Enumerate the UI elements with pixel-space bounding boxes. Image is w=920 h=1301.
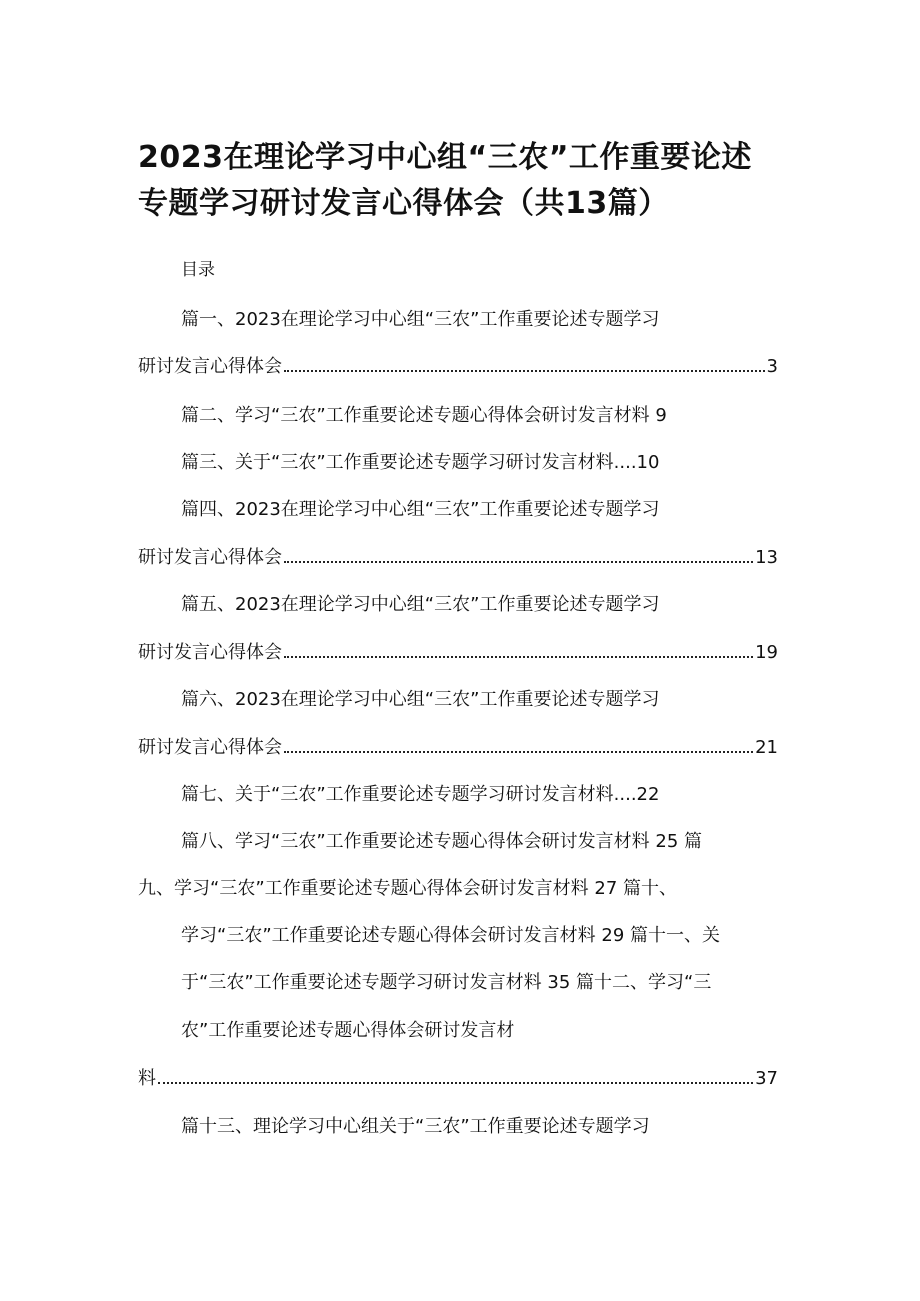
toc-entry-text: 研讨发言心得体会: [138, 642, 282, 663]
toc-page-number: 13: [755, 547, 778, 568]
toc-entry-dotted: [138, 354, 778, 380]
toc-line: 学习“三农”工作重要论述专题心得体会研讨发言材料 29 篇十一、关: [181, 925, 720, 946]
dot-leader: [284, 751, 753, 753]
toc-line: 篇四、2023在理论学习中心组“三农”工作重要论述专题学习: [181, 499, 660, 520]
toc-line: 篇五、2023在理论学习中心组“三农”工作重要论述专题学习: [181, 594, 660, 615]
toc-entry-dotted: [138, 640, 778, 666]
toc-entry-dotted: [138, 545, 778, 571]
toc-entry-text: 研讨发言心得体会: [138, 547, 282, 568]
toc-page-number: 37: [755, 1068, 778, 1089]
dot-leader: [284, 656, 753, 658]
toc-line: 九、学习“三农”工作重要论述专题心得体会研讨发言材料 27 篇十、: [138, 878, 677, 899]
toc-line: 篇二、学习“三农”工作重要论述专题心得体会研讨发言材料 9: [181, 405, 667, 426]
dot-leader: [158, 1082, 753, 1084]
toc-line: 农”工作重要论述专题心得体会研讨发言材: [181, 1020, 515, 1041]
toc-entry-dotted: [138, 1066, 778, 1092]
toc-line: 篇六、2023在理论学习中心组“三农”工作重要论述专题学习: [181, 689, 660, 710]
toc-entry-text: 研讨发言心得体会: [138, 737, 282, 758]
toc-line: 篇一、2023在理论学习中心组“三农”工作重要论述专题学习: [181, 309, 660, 330]
dot-leader: [284, 370, 765, 372]
toc-line: 篇三、关于“三农”工作重要论述专题学习研讨发言材料....10: [181, 452, 660, 473]
toc-line: 篇八、学习“三农”工作重要论述专题心得体会研讨发言材料 25 篇: [181, 831, 702, 852]
toc-page-number: 19: [755, 642, 778, 663]
toc-page-number: 3: [766, 356, 778, 377]
toc-heading: 目录: [181, 260, 215, 280]
toc-entry-text: 料: [138, 1068, 156, 1089]
toc-line: 于“三农”工作重要论述专题学习研讨发言材料 35 篇十二、学习“三: [181, 972, 712, 993]
toc-entry-text: 研讨发言心得体会: [138, 356, 282, 377]
document-title-line-2: 专题学习研讨发言心得体会（共13篇）: [138, 186, 669, 221]
toc-entry-dotted: [138, 735, 778, 761]
toc-line: 篇十三、理论学习中心组关于“三农”工作重要论述专题学习: [181, 1116, 650, 1137]
toc-page-number: 21: [755, 737, 778, 758]
toc-line: 篇七、关于“三农”工作重要论述专题学习研讨发言材料....22: [181, 784, 660, 805]
document-title-line-1: 2023在理论学习中心组“三农”工作重要论述: [138, 140, 752, 175]
dot-leader: [284, 561, 753, 563]
